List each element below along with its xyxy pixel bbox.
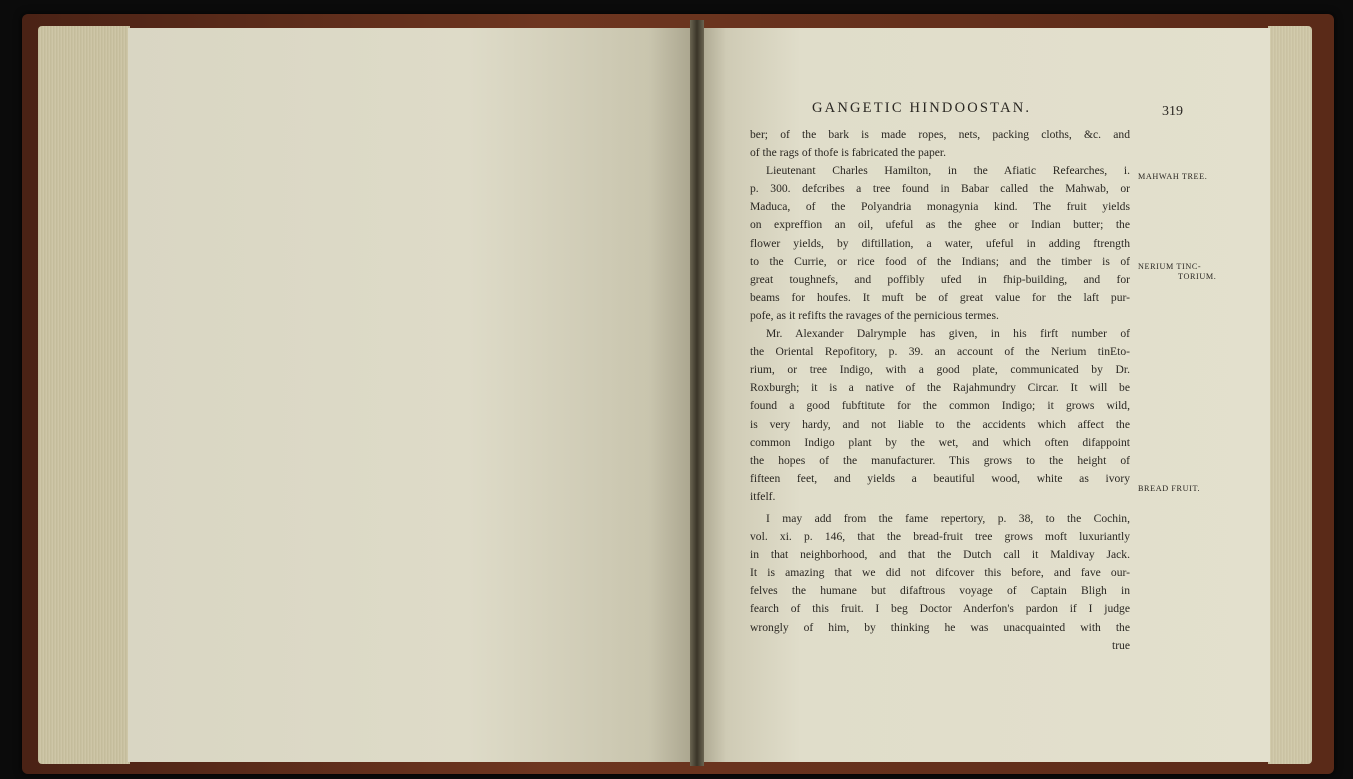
page-edges-left xyxy=(38,26,130,764)
text-line: fearch of this fruit. I beg Doctor Anderfon's pardon if I judge xyxy=(750,602,1130,616)
margin-note-nerium-1: NERIUM TINC- xyxy=(1138,262,1202,271)
page-number: 319 xyxy=(1162,104,1183,119)
text-line: flower yields, by diftillation, a water, ufeful in adding ftrength xyxy=(750,236,1130,250)
paragraph-start-line: Lieutenant Charles Hamilton, in the Afiatic Refearches, i. xyxy=(766,164,1130,178)
book-gutter xyxy=(690,20,704,766)
margin-note-mahwah: MAHWAH TREE. xyxy=(1138,172,1208,181)
text-line: on expreffion an oil, ufeful as the ghee or Indian butter; the xyxy=(750,218,1130,232)
text-line: wrongly of him, by thinking he was unacquainted with the xyxy=(750,620,1130,634)
text-line: fifteen feet, and yields a beautiful wood, white as ivory xyxy=(750,471,1130,485)
paragraph-start-line: Mr. Alexander Dalrymple has given, in his firft number of xyxy=(766,327,1130,341)
text-line: to the Currie, or rice food of the Indians; and the timber is of xyxy=(750,254,1130,268)
text-line: rium, or tree Indigo, with a good plate, communicated by Dr. xyxy=(750,363,1130,377)
text-line: great toughnefs, and poffibly ufed in fhip-building, and for xyxy=(750,272,1130,286)
text-line: ber; of the bark is made ropes, nets, packing cloths, &c. and xyxy=(750,128,1130,141)
text-line: Roxburgh; it is a native of the Rajahmundry Circar. It will be xyxy=(750,381,1130,395)
text-line: p. 300. defcribes a tree found in Babar called the Mahwab, or xyxy=(750,182,1130,196)
left-page-blank xyxy=(128,28,694,762)
text-line: itfelf. xyxy=(750,489,776,503)
text-line: of the rags of thofe is fabricated the paper. xyxy=(750,146,947,160)
text-line: common Indigo plant by the wet, and which often difappoint xyxy=(750,435,1130,449)
running-head: GANGETIC HINDOOSTAN. xyxy=(812,100,1032,116)
catchword: true xyxy=(1111,638,1130,652)
text-line: pofe, as it refifts the ravages of the pernicious termes. xyxy=(750,308,999,322)
text-line: felves the humane but difaftrous voyage of Captain Bligh in xyxy=(750,584,1130,598)
text-line: is very hardy, and not liable to the accidents which affect the xyxy=(750,417,1130,431)
text-line: found a good fubftitute for the common Indigo; it grows wild, xyxy=(750,399,1130,413)
text-line: Maduca, of the Polyandria monagynia kind. The fruit yields xyxy=(750,200,1130,214)
text-line: the Oriental Repofitory, p. 39. an account of the Nerium tinEto- xyxy=(750,345,1130,359)
margin-note-nerium-2: TORIUM. xyxy=(1178,272,1217,281)
margin-note-bread-fruit: BREAD FRUIT. xyxy=(1138,484,1201,493)
page-edges-right xyxy=(1268,26,1312,764)
text-line: It is amazing that we did not difcover this before, and fave our- xyxy=(750,566,1130,580)
text-line: in that neighborhood, and that the Dutch call it Maldivay Jack. xyxy=(750,548,1130,562)
body-text xyxy=(750,126,1130,655)
text-line: beams for houfes. It muft be of great value for the laft pur- xyxy=(750,290,1130,304)
text-line: the hopes of the manufacturer. This grows to the height of xyxy=(750,453,1130,467)
paragraph-start-line: I may add from the fame repertory, p. 38, to the Cochin, xyxy=(766,511,1130,525)
text-line: vol. xi. p. 146, that the bread-fruit tree grows moft luxuriantly xyxy=(750,530,1130,544)
